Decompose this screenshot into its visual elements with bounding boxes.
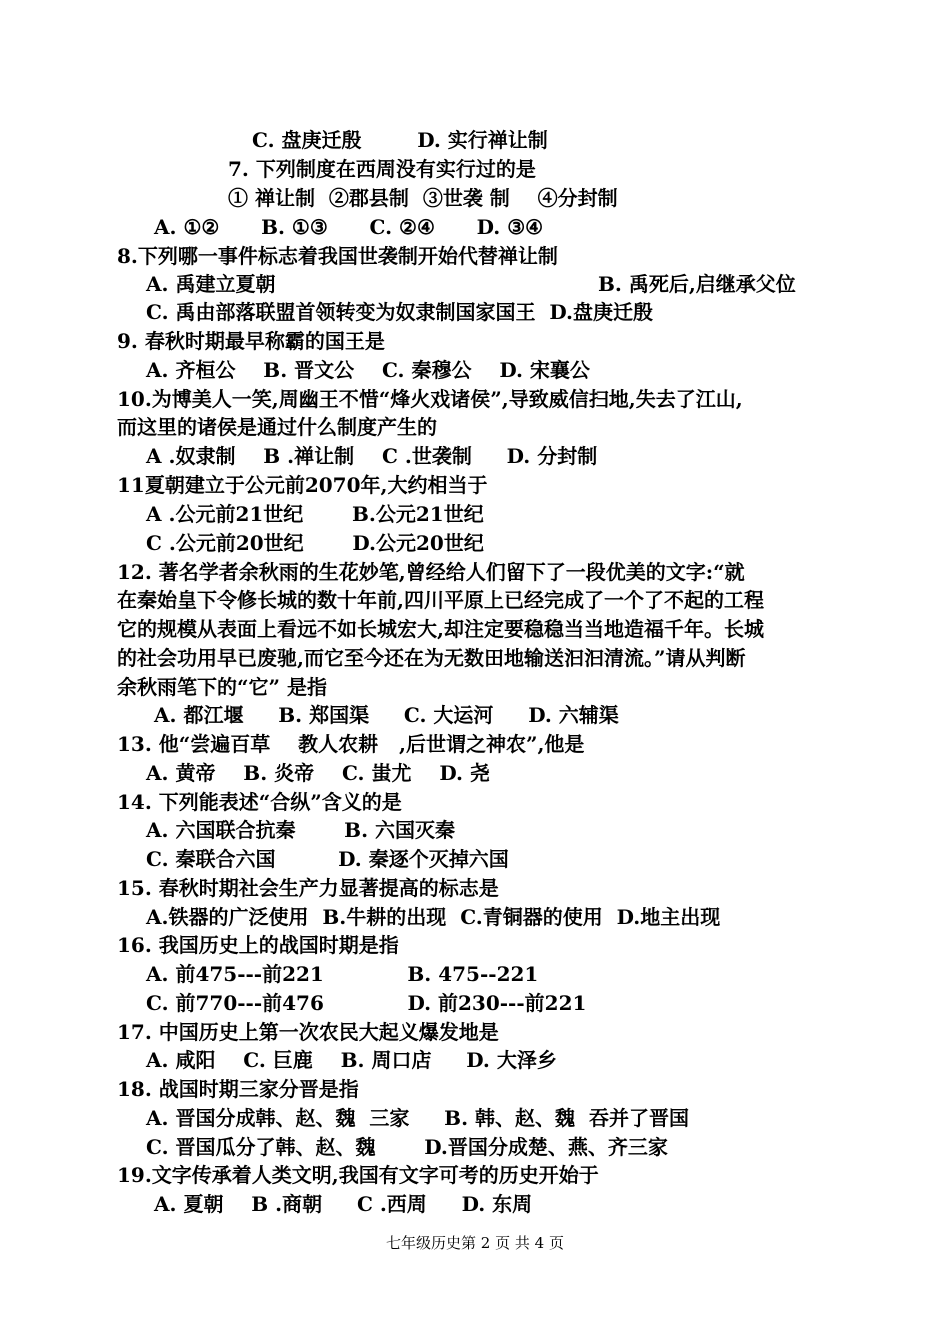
q12-question-line3: 它的规模从表面上看远不如长城宏大,却注定要稳稳当当地造福千年。长城 (117, 617, 764, 641)
q17-question: 17. 中国历史上第一次农民大起义爆发地是 (117, 1020, 499, 1044)
q18-question: 18. 战国时期三家分晋是指 (117, 1077, 359, 1101)
q7-question: 7. 下列制度在西周没有实行过的是 (228, 157, 536, 181)
q6-options: C. 盘庚迁殷 D. 实行禅让制 (252, 128, 548, 152)
q10-question-line1: 10.为博美人一笑,周幽王不惜“烽火戏诸侯”,导致威信扫地,失去了江山, (117, 387, 743, 411)
q11-question: 11夏朝建立于公元前2070年,大约相当于 (117, 473, 488, 497)
q16-options-cd: C. 前770---前476 D. 前230---前221 (146, 991, 587, 1015)
q7-items: ① 禅让制 ②郡县制 ③世袭 制 ④分封制 (228, 186, 618, 210)
q14-question: 14. 下列能表述“合纵”含义的是 (117, 790, 402, 814)
q12-question-line2: 在秦始皇下令修长城的数十年前,四川平原上已经完成了一个了不起的工程 (117, 588, 764, 612)
q9-question: 9. 春秋时期最早称霸的国王是 (117, 329, 385, 353)
q14-options-cd: C. 秦联合六国 D. 秦逐个灭掉六国 (146, 847, 509, 871)
q15-question: 15. 春秋时期社会生产力显著提高的标志是 (117, 876, 499, 900)
q10-options: A .奴隶制 B .禅让制 C .世袭制 D. 分封制 (146, 444, 598, 468)
q13-question: 13. 他“尝遍百草 教人农耕 ,后世谓之神农”,他是 (117, 732, 585, 756)
q12-question-line4: 的社会功用早已废驰,而它至今还在为无数田地输送汩汩清流。”请从判断 (117, 646, 746, 670)
q12-options: A. 都江堰 B. 郑国渠 C. 大运河 D. 六辅渠 (154, 703, 619, 727)
q14-options-ab: A. 六国联合抗秦 B. 六国灭秦 (146, 818, 456, 842)
q19-options: A. 夏朝 B .商朝 C .西周 D. 东周 (154, 1192, 533, 1216)
q16-options-ab: A. 前475---前221 B. 475--221 (146, 962, 539, 986)
q18-options-cd: C. 晋国瓜分了韩、赵、魏 D.晋国分成楚、燕、齐三家 (146, 1135, 668, 1159)
q11-options-cd: C .公元前20世纪 D.公元20世纪 (146, 531, 484, 555)
q12-question-line5: 余秋雨笔下的“它” 是指 (117, 675, 327, 699)
q16-question: 16. 我国历史上的战国时期是指 (117, 933, 399, 957)
q18-options-ab: A. 晋国分成韩、赵、魏 三家 B. 韩、赵、魏 吞并了晋国 (146, 1106, 689, 1130)
q8-options-cd: C. 禹由部落联盟首领转变为奴隶制国家国王 D.盘庚迁殷 (146, 300, 654, 324)
q19-question: 19.文字传承着人类文明,我国有文字可考的历史开始于 (117, 1163, 599, 1187)
q8-option-b: B. 禹死后,启继承父位 (598, 272, 796, 296)
q13-options: A. 黄帝 B. 炎帝 C. 蚩尤 D. 尧 (146, 761, 490, 785)
q12-question-line1: 12. 著名学者余秋雨的生花妙笔,曾经给人们留下了一段优美的文字:“就 (117, 560, 745, 584)
q8-question: 8.下列哪一事件标志着我国世袭制开始代替禅让制 (117, 244, 558, 268)
q11-options-ab: A .公元前21世纪 B.公元21世纪 (146, 502, 484, 526)
page-footer: 七年级历史第 2 页 共 4 页 (386, 1234, 564, 1252)
q17-options: A. 咸阳 C. 巨鹿 B. 周口店 D. 大泽乡 (146, 1048, 557, 1072)
q7-options: A. ①② B. ①③ C. ②④ D. ③④ (154, 215, 544, 239)
q10-question-line2: 而这里的诸侯是通过什么制度产生的 (117, 415, 437, 439)
q15-options: A.铁器的广泛使用 B.牛耕的出现 C.青铜器的使用 D.地主出现 (146, 905, 721, 929)
q8-option-a: A. 禹建立夏朝 (146, 272, 276, 296)
q9-options: A. 齐桓公 B. 晋文公 C. 秦穆公 D. 宋襄公 (146, 358, 590, 382)
